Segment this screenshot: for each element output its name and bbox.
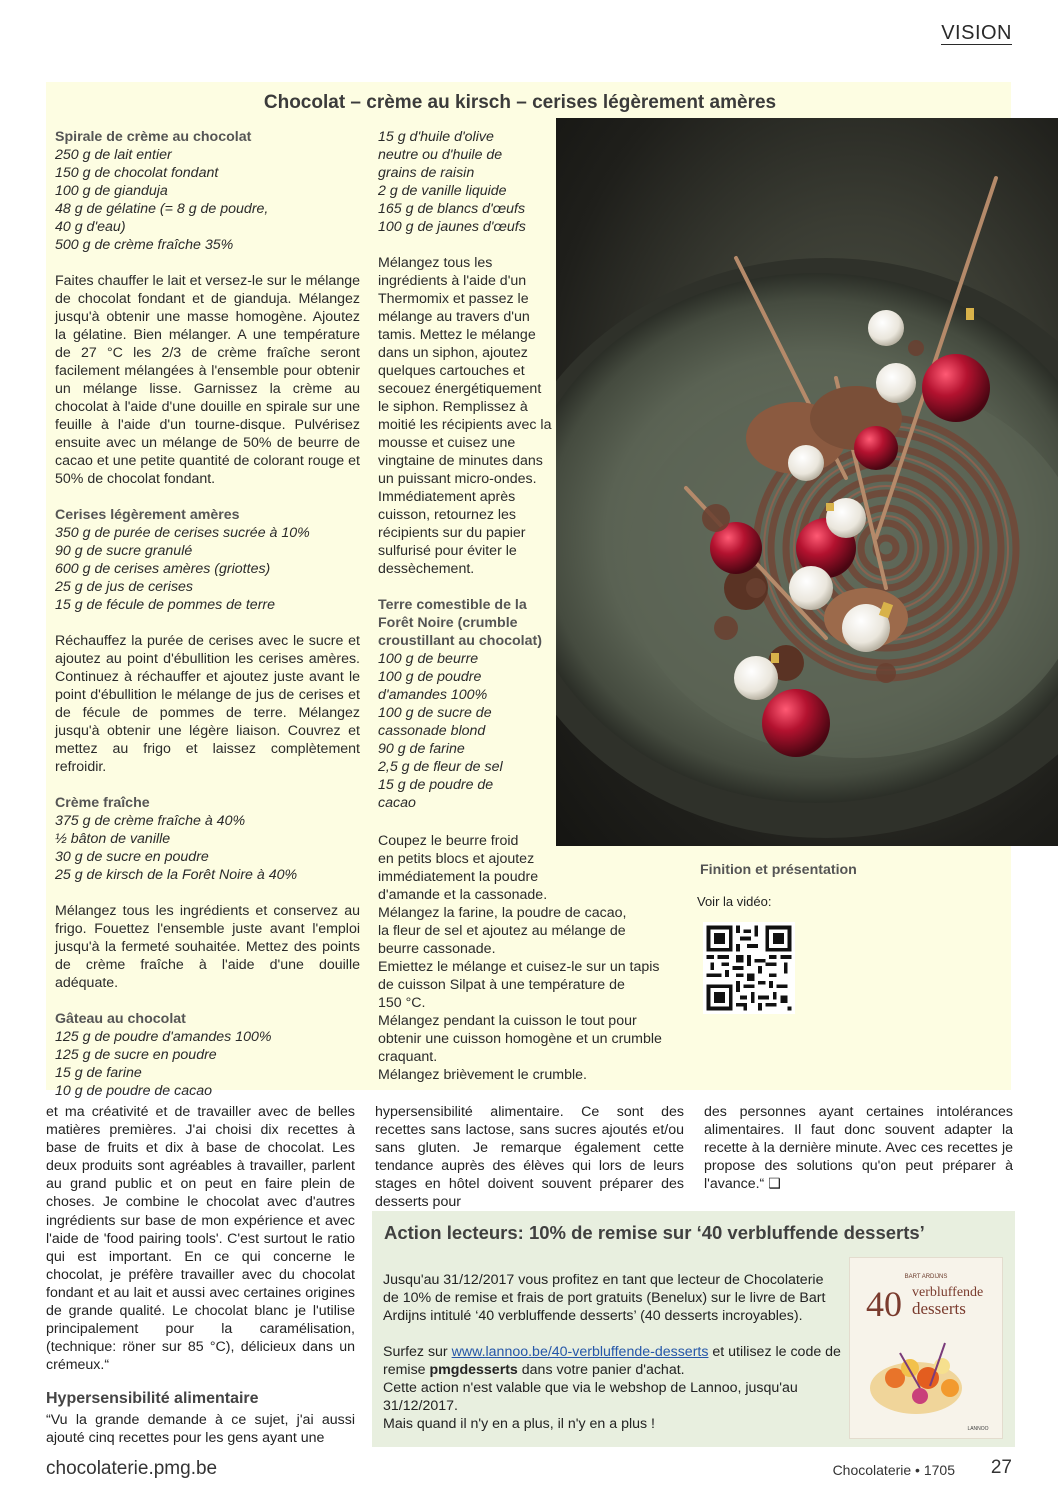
ingredient-line: 15 g de farine bbox=[55, 1065, 142, 1081]
promo-code: pmgdesserts bbox=[429, 1362, 518, 1378]
article-text: et ma créativité et de travailler avec de belles matières premières. J'ai choisi dix recettes à base de fruits et dix à base de chocolat. Les deux produits sont agréables à travailler, parlent au grand public et on peut en faire plein de choses. Je combine le chocolat avec d'autres ingrédients sur base de mon expérience et avec l'aide de 'food pairing tools'. C'est surtout le ratio qui est important. En ce qui concerne le chocolat, je préfère travailler avec du chocolat fondant et au lait et aussi avec certaines origines de grande qualité. Le chocolat blanc je l'utilise principalement pour la caramélisation, (technique: röner sur 85 °C), délicieux dans un crémeux.“ bbox=[46, 1104, 355, 1374]
ingredient-line: 500 g de crème fraîche 35% bbox=[55, 237, 234, 253]
book-cover-illustration bbox=[850, 1258, 1002, 1438]
ingredient-line: 48 g de gélatine (= 8 g de poudre, bbox=[55, 201, 269, 217]
ingredient-line: 90 g de sucre granulé bbox=[55, 543, 193, 559]
gateau-method: Mélangez tous les ingrédients à l'aide d'un Thermomix et passez le mélange au travers d'un tamis. Mettez le mélange dans un siphon, ajoutez quelques cartouches et secouez énergétiquement le siphon. Remplissez à moitié les récipients avec la mousse et cuisez une vingtaine de minutes dans un puissant micro-ondes. Immédiatement après cuisson, retournez les récipients sur du papier sulfurisé pour éviter le dessèchement. bbox=[378, 255, 552, 577]
promo-title: Action lecteurs: 10% de remise sur ‘40 verbluffende desserts’ bbox=[384, 1222, 925, 1243]
promo-validity: Cette action n'est valable que via le webshop de Lannoo, jusqu'au 31/12/2017. bbox=[383, 1380, 798, 1414]
book-title-2: desserts bbox=[912, 1299, 966, 1318]
ingredient-line: 90 g de farine bbox=[378, 741, 465, 757]
section-tag: VISION bbox=[941, 22, 1012, 44]
dessert-photo bbox=[556, 118, 1058, 846]
ingredient-line: 350 g de purée de cerises sucrée à 10% bbox=[55, 525, 310, 541]
promo-text: Surfez sur www.lannoo.be/40-verbluffende-desserts et utilisez le code de remise pmgdesserts dans votre panier d'achat. Cette action n'est valable que via le webshop de Lannoo, jusqu'au 31/12/2017. Mais quand il n'y en a plus, il n'y en a plus ! bbox=[383, 1343, 843, 1433]
method-line: Mélangez pendant la cuisson le tout pour bbox=[378, 1013, 637, 1029]
article-column-2: hypersensibilité alimentaire. Ce sont des recettes sans lactose, sans sucres ajoutés et/ou sans gluten. Je remarque également cette tendance auprès des élèves qui lors de leurs stages en hôtel doivent souvent préparer des desserts pour bbox=[375, 1104, 684, 1211]
method-line: Emiettez le mélange et cuisez-le sur un tapis bbox=[378, 959, 660, 975]
article-column-1 bbox=[46, 1103, 355, 1447]
ingredient-line: cacao bbox=[378, 795, 416, 811]
method-line: craquant. bbox=[378, 1049, 438, 1065]
book-title-1: verbluffende bbox=[912, 1285, 984, 1300]
ingredient-line: neutre ou d'huile de bbox=[378, 147, 503, 163]
method-line: Mélangez brièvement le crumble. bbox=[378, 1067, 587, 1083]
ingredient-line: 100 g de poudre bbox=[378, 669, 482, 685]
creme-method: Mélangez tous les ingrédients et conservez au frigo. Fouettez l'ensemble juste avant l'emploi jusqu'à la fermeté souhaitée. Mettez des points de crème fraîche à l'aide d'une douille adéquate. bbox=[55, 903, 360, 991]
ingredient-line: 25 g de jus de cerises bbox=[55, 579, 194, 595]
ingredient-line: 250 g de lait entier bbox=[55, 147, 172, 163]
promo-text: Jusqu'au 31/12/2017 vous profitez en tant que lecteur de Chocolaterie de 10% de remise et frais de port gratuits (Benelux) sur le livre de Bart Ardijns intitulé ‘40 verbluffende desserts’ (40 desserts incroyables). bbox=[383, 1272, 826, 1324]
footer-magazine: Chocolaterie • 1705 bbox=[832, 1462, 955, 1478]
gateau-heading: Gâteau au chocolat bbox=[55, 1011, 186, 1027]
method-line: de cuisson Silpat à une température de bbox=[378, 977, 625, 993]
ingredient-line: 100 g de jaunes d'œufs bbox=[378, 219, 526, 235]
ingredient-line: 165 g de blancs d'œufs bbox=[378, 201, 526, 217]
ingredient-line: 375 g de crème fraîche à 40% bbox=[55, 813, 246, 829]
dessert-illustration bbox=[556, 118, 1058, 846]
video-label: Voir la vidéo: bbox=[697, 894, 772, 909]
cerises-method: Réchauffez la purée de cerises avec le sucre et ajoutez au point d'ébullition les cerises amères. Continuez à réchauffer et ajoutez juste avant le point d'ébullition le mélange de jus de cerises et de fécule de pommes de terre. Mélangez jusqu'à obtenir une légère liaison. Couvrez et mettez au frigo et laissez complètement refroidir. bbox=[55, 633, 360, 775]
ingredient-line: 100 g de sucre de bbox=[378, 705, 492, 721]
article-text: “Vu la grande demande à ce sujet, j'ai aussi ajouté cinq recettes pour les gens ayant une bbox=[46, 1411, 355, 1446]
ingredient-line: 15 g de fécule de pommes de terre bbox=[55, 597, 276, 613]
method-line: Coupez le beurre froid bbox=[378, 833, 519, 849]
book-cover bbox=[850, 1258, 1002, 1438]
creme-heading: Crème fraîche bbox=[55, 795, 150, 811]
spirale-method: Faites chauffer le lait et versez-le sur le mélange de chocolat fondant et de gianduja. Mélangez jusqu'à obtenir une masse homogène. Ajoutez la gélatine. Bien mélanger. A une température de 27 °C les 2/3 de crème fraîche seront facilement mélangées à l'ensemble pour obtenir un mélange lisse. Garnissez la crème au chocolat à l'aide d'une douille en spirale sur une feuille à l'aide d'un tourne-disque. Pulvérisez ensuite avec un mélange de 50% de beurre de cacao et une petite quantité de colorant rouge et 50% de chocolat fondant. bbox=[55, 273, 360, 487]
ingredient-line: 10 g de poudre de cacao bbox=[55, 1083, 212, 1099]
qr-code[interactable] bbox=[703, 922, 795, 1014]
hypersensibilite-heading: Hypersensibilité alimentaire bbox=[46, 1390, 259, 1408]
ingredient-line: 2 g de vanille liquide bbox=[378, 183, 507, 199]
ingredient-line: grains de raisin bbox=[378, 165, 475, 181]
ingredient-line: 150 g de chocolat fondant bbox=[55, 165, 219, 181]
lannoo-link[interactable]: www.lannoo.be/40-verbluffende-desserts bbox=[451, 1344, 709, 1360]
ingredient-line: 100 g de gianduja bbox=[55, 183, 168, 199]
cerises-heading: Cerises légèrement amères bbox=[55, 507, 240, 523]
ingredient-line: 100 g de beurre bbox=[378, 651, 479, 667]
ingredient-line: 125 g de sucre en poudre bbox=[55, 1047, 217, 1063]
method-line: immédiatement la poudre bbox=[378, 869, 539, 885]
ingredient-line: 125 g de poudre d'amandes 100% bbox=[55, 1029, 272, 1045]
ingredient-line: d'amandes 100% bbox=[378, 687, 488, 703]
book-author: BART ARDIJNS bbox=[904, 1274, 948, 1280]
ingredient-line: 2,5 g de fleur de sel bbox=[378, 759, 503, 775]
article-column-3: des personnes ayant certaines intolérances alimentaires. Il faut donc souvent adapter la recette à la dernière minute. Avec ces recettes je propose des solutions qu'on peut préparer à l'avance.“ ❑ bbox=[704, 1104, 1013, 1193]
terre-heading: Terre comestible de la Forêt Noire (crumble croustillant au chocolat) bbox=[378, 597, 542, 649]
recipe-title: Chocolat – crème au kirsch – cerises légèrement amères bbox=[263, 92, 777, 113]
footer-url[interactable]: chocolaterie.pmg.be bbox=[46, 1458, 218, 1479]
book-number: 40 bbox=[866, 1284, 902, 1324]
recipe-column-2 bbox=[378, 128, 553, 812]
finition-heading: Finition et présentation bbox=[700, 862, 857, 878]
method-line: la fleur de sel et ajoutez au mélange de bbox=[378, 923, 626, 939]
terre-method bbox=[378, 832, 678, 1084]
spirale-heading: Spirale de crème au chocolat bbox=[55, 129, 252, 145]
method-line: obtenir une cuisson homogène et un crumble bbox=[378, 1031, 662, 1047]
ingredient-line: 25 g de kirsch de la Forêt Noire à 40% bbox=[55, 867, 298, 883]
qr-code-icon bbox=[703, 922, 795, 1014]
recipe-column-1 bbox=[55, 128, 360, 1100]
method-line: d'amande et la cassonade. bbox=[378, 887, 548, 903]
ingredient-line: 15 g d'huile d'olive bbox=[378, 129, 494, 145]
ingredient-line: ½ bâton de vanille bbox=[55, 831, 171, 847]
promo-closing: Mais quand il n'y en a plus, il n'y en a plus ! bbox=[383, 1416, 655, 1432]
method-line: en petits blocs et ajoutez bbox=[378, 851, 535, 867]
ingredient-line: 40 g d'eau) bbox=[55, 219, 126, 235]
method-line: Mélangez la farine, la poudre de cacao, bbox=[378, 905, 627, 921]
ingredient-line: cassonade blond bbox=[378, 723, 486, 739]
page-number: 27 bbox=[990, 1457, 1012, 1478]
book-publisher: LANNOO bbox=[967, 1426, 989, 1432]
ingredient-line: 15 g de poudre de bbox=[378, 777, 494, 793]
ingredient-line: 30 g de sucre en poudre bbox=[55, 849, 209, 865]
ingredient-line: 600 g de cerises amères (griottes) bbox=[55, 561, 271, 577]
method-line: 150 °C. bbox=[378, 995, 426, 1011]
method-line: beurre cassonade. bbox=[378, 941, 496, 957]
